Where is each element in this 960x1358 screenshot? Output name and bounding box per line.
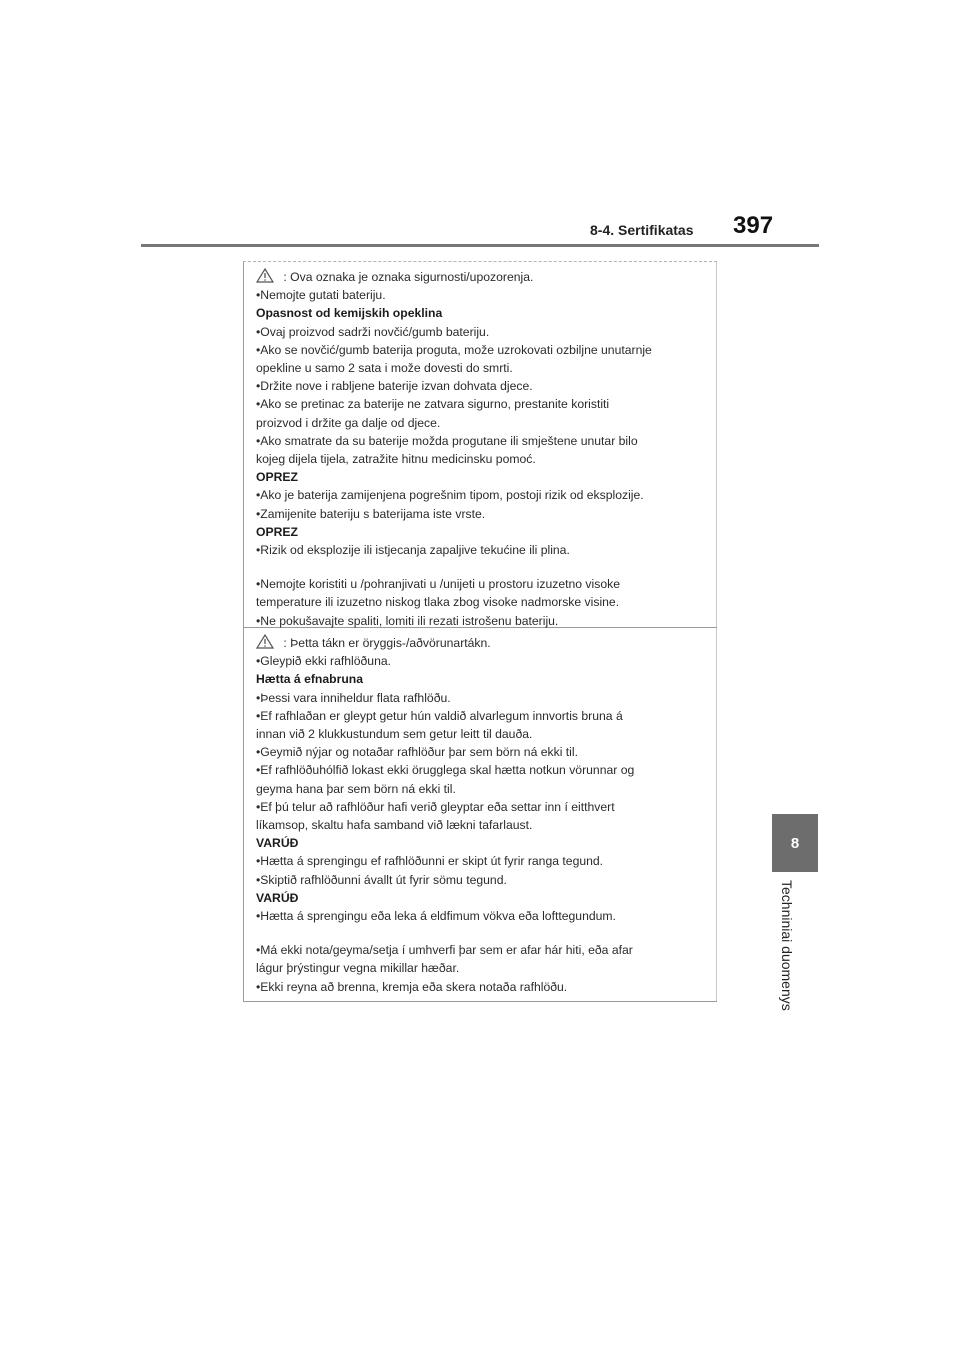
- section-title: 8-4. Sertifikatas: [590, 222, 694, 238]
- warning-symbol-line: [256, 634, 706, 652]
- text-line: •Má ekki nota/geyma/setja í umhverfi þar sem er afar hár hiti, eða afar: [256, 943, 633, 958]
- warning-symbol-text: : Þetta tákn er öryggis-/aðvörunartákn.: [280, 636, 491, 650]
- heading-line: Opasnost od kemijskih opeklina: [256, 306, 443, 321]
- icelandic-warning-block: [256, 634, 706, 996]
- croatian-warning-block: [256, 268, 706, 630]
- text-line: •Ako se pretinac za baterije ne zatvara sigurno, prestanite koristiti: [256, 397, 610, 412]
- heading-line: OPREZ: [256, 470, 298, 485]
- croatian-lines: [256, 286, 706, 630]
- header-divider: [141, 244, 819, 247]
- text-line: •Ako je baterija zamijenjena pogrešnim tipom, postoji rizik od eksplozije.: [256, 488, 644, 503]
- heading-line: VARÚÐ: [256, 836, 299, 851]
- text-line: •Ovaj proizvod sadrži novčić/gumb bateriju.: [256, 324, 490, 339]
- text-line: •Držite nove i rabljene baterije izvan dohvata djece.: [256, 379, 533, 394]
- heading-line: VARÚÐ: [256, 890, 299, 905]
- spacer: [256, 559, 706, 575]
- warning-triangle-icon: [256, 634, 280, 649]
- text-line: •Geymið nýjar og notaðar rafhlöður þar sem börn ná ekki til.: [256, 745, 578, 760]
- warning-triangle-icon: [256, 268, 280, 283]
- text-line: líkamsop, skaltu hafa samband við lækni tafarlaust.: [256, 818, 533, 833]
- scan-bottom-border: [243, 1001, 717, 1002]
- text-line: •Rizik od eksplozije ili istjecanja zapaljive tekućine ili plina.: [256, 543, 570, 558]
- text-line: •Hætta á sprengingu eða leka á eldfimum vökva eða lofttegundum.: [256, 909, 616, 924]
- text-line: lágur þrýstingur vegna mikillar hæðar.: [256, 961, 460, 976]
- heading-line: OPREZ: [256, 524, 298, 539]
- text-line: opekline u samo 2 sata i može dovesti do smrti.: [256, 361, 513, 376]
- page-number: 397: [733, 212, 774, 239]
- text-line: •Þessi vara inniheldur flata rafhlöðu.: [256, 690, 451, 705]
- heading-line: Hætta á efnabruna: [256, 672, 363, 687]
- text-line: •Gleypið ekki rafhlöðuna.: [256, 654, 392, 669]
- text-line: •Ako smatrate da su baterije možda progutane ili smještene unutar bilo: [256, 433, 638, 448]
- text-line: •Ne pokušavajte spaliti, lomiti ili rezati istrošenu bateriju.: [256, 613, 559, 628]
- text-line: proizvod i držite ga dalje od djece.: [256, 415, 441, 430]
- warning-symbol-text: : Ova oznaka je oznaka sigurnosti/upozorenja.: [280, 270, 534, 284]
- text-line: temperature ili izuzetno niskog tlaka zbog visoke nadmorske visine.: [256, 595, 620, 610]
- text-line: •Nemojte gutati bateriju.: [256, 288, 386, 303]
- spacer: [256, 925, 706, 941]
- text-line: •Ef þú telur að rafhlöður hafi verið gleyptar eða settar inn í eitthvert: [256, 799, 615, 814]
- warning-symbol-line: [256, 268, 706, 286]
- chapter-number: 8: [790, 834, 800, 852]
- icelandic-lines: [256, 652, 706, 996]
- text-line: •Ef rafhlöðuhólfið lokast ekki örugglega skal hætta notkun vörunnar og: [256, 763, 635, 778]
- chapter-title-vertical: Techniniai duomenys: [779, 880, 795, 1011]
- text-line: geyma hana þar sem börn ná ekki til.: [256, 781, 456, 796]
- text-line: •Hætta á sprengingu ef rafhlöðunni er skipt út fyrir ranga tegund.: [256, 854, 604, 869]
- text-line: •Ako se novčić/gumb baterija proguta, može uzrokovati ozbiljne unutarnje: [256, 342, 652, 357]
- chapter-tab: [772, 814, 818, 872]
- text-line: •Ef rafhlaðan er gleypt getur hún valdið alvarlegum innvortis bruna á: [256, 708, 623, 723]
- text-line: •Nemojte koristiti u /pohranjivati u /unijeti u prostoru izuzetno visoke: [256, 577, 620, 592]
- text-line: •Zamijenite bateriju s baterijama iste vrste.: [256, 506, 486, 521]
- text-line: innan við 2 klukkustundum sem getur leitt til dauða.: [256, 727, 533, 742]
- text-line: •Ekki reyna að brenna, kremja eða skera notaða rafhlöðu.: [256, 979, 568, 994]
- text-line: •Skiptið rafhlöðunni ávallt út fyrir sömu tegund.: [256, 872, 507, 887]
- text-line: kojeg dijela tijela, zatražite hitnu medicinsku pomoć.: [256, 452, 536, 467]
